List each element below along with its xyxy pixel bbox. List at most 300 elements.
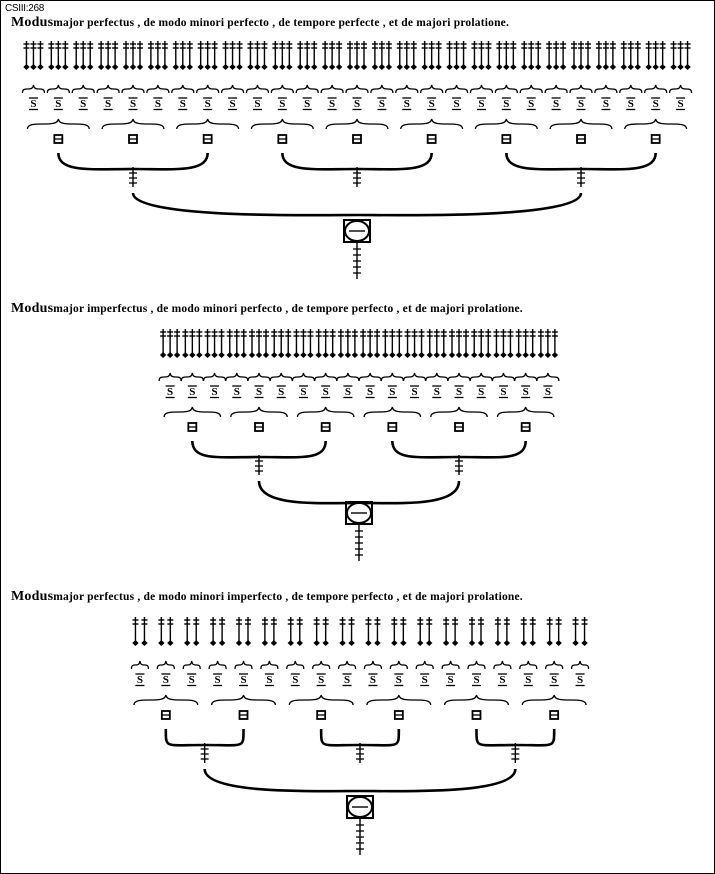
breve-brace <box>522 695 586 705</box>
minim-head <box>404 64 410 70</box>
semibreve-glyph: S <box>478 98 485 110</box>
semibreve-brace <box>209 661 226 669</box>
minim-head <box>272 64 278 70</box>
minim-head <box>546 64 552 70</box>
minim-head <box>411 64 417 70</box>
semibreve-brace <box>197 85 219 93</box>
semibreve-glyph: S <box>544 386 551 398</box>
figure-1-long-row <box>129 167 585 187</box>
breve-brace <box>212 695 276 705</box>
figure-2-svg <box>1 323 715 568</box>
minim-head <box>456 352 462 358</box>
semibreve-glyph: S <box>55 98 62 110</box>
minim-head <box>443 640 449 646</box>
minim-head <box>55 64 61 70</box>
minim-head <box>463 352 469 358</box>
minim-head <box>322 352 328 358</box>
semibreve-brace <box>515 373 537 381</box>
figure-3-semibreve-row <box>135 674 584 686</box>
minim-head <box>73 64 79 70</box>
figure-2-diagram <box>1 323 715 568</box>
semibreve-glyph: S <box>395 674 402 686</box>
minim-head <box>279 64 285 70</box>
minim-head <box>367 352 373 358</box>
minim-head <box>555 640 561 646</box>
semibreve-brace <box>645 85 667 93</box>
semibreve-glyph: S <box>353 98 361 110</box>
minim-head <box>578 64 584 70</box>
semibreve-brace <box>226 373 248 381</box>
minim-head <box>62 64 68 70</box>
minim-head <box>87 64 93 70</box>
semibreve-brace <box>545 85 567 93</box>
semibreve-glyph: S <box>499 674 506 686</box>
long-brace <box>282 153 431 169</box>
minim-head <box>130 64 136 70</box>
semibreve-brace <box>470 373 492 381</box>
minim-head <box>421 64 427 70</box>
semibreve-brace <box>270 373 292 381</box>
minim-head <box>211 352 217 358</box>
minim-head <box>521 640 527 646</box>
minim-head <box>193 640 199 646</box>
breve-brace <box>177 119 239 129</box>
semibreve-glyph: S <box>551 674 558 686</box>
figure-3-svg <box>1 611 715 866</box>
minim-head <box>452 640 458 646</box>
figure-2-breve-row <box>188 423 529 431</box>
page-reference-label: CSIII:268 <box>5 3 44 14</box>
minim-head <box>635 64 641 70</box>
minim-head <box>211 64 217 70</box>
minim-head <box>677 64 683 70</box>
minim-head <box>396 352 402 358</box>
semibreve-glyph: S <box>473 674 480 686</box>
minim-head <box>262 640 268 646</box>
breve-brace <box>475 119 537 129</box>
semibreve-brace <box>595 85 617 93</box>
semibreve-brace <box>337 373 359 381</box>
semibreve-brace <box>448 373 470 381</box>
minim-head <box>236 64 242 70</box>
semibreve-glyph: S <box>254 98 261 110</box>
minim-head <box>585 64 591 70</box>
minim-head <box>596 64 602 70</box>
minim-head <box>411 352 417 358</box>
minim-head <box>297 64 303 70</box>
minim-head <box>485 64 491 70</box>
minim-head <box>339 640 345 646</box>
semibreve-brace <box>157 661 174 669</box>
minim-head <box>504 640 510 646</box>
minim-head <box>278 352 284 358</box>
semibreve-brace <box>364 661 381 669</box>
long-brace <box>476 729 554 745</box>
minim-head <box>418 352 424 358</box>
long-brace <box>321 729 399 745</box>
semibreve-glyph: S <box>300 386 307 398</box>
minim-head <box>670 64 676 70</box>
figure-1-diagram <box>1 35 715 290</box>
minim-head <box>285 352 291 358</box>
minim-head <box>391 640 397 646</box>
minim-head <box>535 64 541 70</box>
semibreve-brace <box>416 661 433 669</box>
semibreve-glyph: S <box>233 386 240 398</box>
semibreve-brace <box>572 661 589 669</box>
minim-head <box>286 64 292 70</box>
figure-1-breve-braces <box>27 119 686 129</box>
semibreve-brace <box>470 85 492 93</box>
minim-head <box>426 640 432 646</box>
breve-brace <box>231 407 287 417</box>
minim-head <box>189 352 195 358</box>
minim-head <box>219 640 225 646</box>
minim-head <box>245 640 251 646</box>
minim-head <box>23 64 29 70</box>
semibreve-brace <box>537 373 559 381</box>
semibreve-glyph: S <box>240 674 247 686</box>
minim-head <box>530 640 536 646</box>
minim-head <box>507 352 513 358</box>
semibreve-brace <box>292 373 314 381</box>
minim-head <box>361 64 367 70</box>
semibreve-brace <box>261 661 278 669</box>
minim-head <box>30 64 36 70</box>
minim-head <box>345 352 351 358</box>
semibreve-glyph: S <box>136 674 144 686</box>
minim-head <box>162 64 168 70</box>
minim-head <box>222 64 228 70</box>
semibreve-glyph: S <box>577 98 585 110</box>
breve-brace <box>401 119 463 129</box>
minim-head <box>160 352 166 358</box>
minim-head <box>80 64 86 70</box>
minim-head <box>469 640 475 646</box>
figure-2-semibreve-row <box>166 386 553 398</box>
semibreve-glyph: S <box>500 386 507 398</box>
breve-brace <box>364 407 420 417</box>
semibreve-brace <box>315 373 337 381</box>
figure-3-caption <box>11 589 711 605</box>
minim-head <box>307 352 313 358</box>
minim-head <box>659 64 665 70</box>
figure-3-long-row <box>201 743 520 763</box>
minim-head <box>304 64 310 70</box>
figure-1-caption-lead: Modus <box>11 15 54 30</box>
semibreve-brace <box>47 85 69 93</box>
semibreve-glyph: S <box>652 98 659 110</box>
minim-head <box>137 64 143 70</box>
semibreve-glyph: S <box>129 98 137 110</box>
long-brace <box>166 729 244 745</box>
minim-head <box>428 64 434 70</box>
figure-1-caption-rest: major perfectus , de modo minori perfecto , de tempore perfecte , et de majori prolatione. <box>53 17 510 29</box>
minim-head <box>234 352 240 358</box>
semibreve-glyph: S <box>433 386 440 398</box>
minim-head <box>196 352 202 358</box>
minim-head <box>322 640 328 646</box>
minim-head <box>552 352 558 358</box>
breve-brace <box>625 119 687 129</box>
minim-head <box>180 64 186 70</box>
semibreve-glyph: S <box>453 98 460 110</box>
minim-head <box>365 640 371 646</box>
minim-head <box>174 352 180 358</box>
semibreve-glyph: S <box>278 386 285 398</box>
minim-head <box>460 64 466 70</box>
minim-head <box>571 64 577 70</box>
semibreve-glyph: S <box>292 674 299 686</box>
minim-head <box>261 64 267 70</box>
semibreve-brace <box>346 85 368 93</box>
semibreve-glyph: S <box>576 674 584 686</box>
minim-head <box>603 64 609 70</box>
semibreve-brace <box>468 661 485 669</box>
minim-head <box>155 64 161 70</box>
semibreve-glyph: S <box>344 386 351 398</box>
minim-head <box>515 352 521 358</box>
semibreve-brace <box>172 85 194 93</box>
semibreve-glyph: S <box>105 98 112 110</box>
figure-2-long-braces <box>192 441 525 457</box>
long-brace <box>192 441 325 457</box>
semibreve-glyph: S <box>204 98 211 110</box>
minim-head <box>37 64 43 70</box>
semibreve-brace <box>287 661 304 669</box>
minim-head <box>684 64 690 70</box>
minim-head <box>382 352 388 358</box>
minim-head <box>105 64 111 70</box>
minim-head <box>522 352 528 358</box>
breve-brace <box>497 407 553 417</box>
figure-3-long-braces <box>166 729 554 745</box>
semibreve-brace <box>313 661 330 669</box>
minim-head <box>187 64 193 70</box>
minim-head <box>546 640 552 646</box>
minim-head <box>329 64 335 70</box>
minim-head <box>123 64 129 70</box>
minim-head <box>441 352 447 358</box>
semibreve-brace <box>321 85 343 93</box>
semibreve-glyph: S <box>318 674 325 686</box>
minim-head <box>496 64 502 70</box>
semibreve-glyph: S <box>229 98 236 110</box>
minim-head <box>311 64 317 70</box>
minim-head <box>112 64 118 70</box>
minim-head <box>329 352 335 358</box>
figure-2-minim-row <box>160 329 558 358</box>
minim-head <box>397 64 403 70</box>
semibreve-glyph: S <box>525 674 532 686</box>
minim-head <box>256 352 262 358</box>
semibreve-brace <box>446 85 468 93</box>
breve-brace <box>164 407 220 417</box>
minim-head <box>167 352 173 358</box>
minim-head <box>434 352 440 358</box>
minim-head <box>503 64 509 70</box>
minim-head <box>538 352 544 358</box>
minim-head <box>645 64 651 70</box>
breve-brace <box>251 119 313 129</box>
figure-2-caption-lead: Modus <box>11 301 54 316</box>
minim-head <box>446 64 452 70</box>
minim-head <box>313 640 319 646</box>
figure-3-breve-row <box>162 711 558 719</box>
minim-head <box>449 352 455 358</box>
semibreve-brace <box>404 373 426 381</box>
minim-head <box>628 64 634 70</box>
semibreve-glyph: S <box>188 674 195 686</box>
minim-head <box>204 352 210 358</box>
long-brace <box>392 441 525 457</box>
breve-brace <box>134 695 198 705</box>
semibreve-glyph: S <box>167 386 174 398</box>
minim-head <box>379 64 385 70</box>
semibreve-glyph: S <box>367 386 374 398</box>
semibreve-glyph: S <box>627 98 634 110</box>
figure-2-caption <box>11 301 711 317</box>
minim-head <box>354 64 360 70</box>
semibreve-glyph: S <box>322 386 329 398</box>
semibreve-brace <box>620 85 642 93</box>
minim-head <box>347 64 353 70</box>
figure-3-diagram <box>1 611 715 866</box>
minim-head <box>210 640 216 646</box>
minim-head <box>300 352 306 358</box>
figure-1-minim-row <box>23 41 691 70</box>
semibreve-glyph: S <box>602 98 609 110</box>
minim-head <box>621 64 627 70</box>
semibreve-brace <box>97 85 119 93</box>
semibreve-brace <box>183 661 200 669</box>
minim-head <box>184 640 190 646</box>
minim-head <box>158 640 164 646</box>
semibreve-brace <box>248 373 270 381</box>
breve-brace <box>297 407 353 417</box>
semibreve-glyph: S <box>30 98 37 110</box>
figure-2-semibreve-braces <box>159 373 559 381</box>
minim-head <box>427 352 433 358</box>
semibreve-glyph: S <box>369 674 377 686</box>
figure-3-maxima <box>347 796 373 855</box>
semibreve-brace <box>122 85 144 93</box>
semibreve-glyph: S <box>343 674 351 686</box>
minim-head <box>254 64 260 70</box>
figure-3-semibreve-braces <box>131 661 588 669</box>
minim-head <box>141 640 147 646</box>
semibreve-brace <box>204 373 226 381</box>
minim-head <box>271 352 277 358</box>
semibreve-glyph: S <box>421 674 428 686</box>
semibreve-glyph: S <box>304 98 311 110</box>
semibreve-brace <box>147 85 169 93</box>
breve-brace <box>326 119 388 129</box>
semibreve-brace <box>159 373 181 381</box>
minim-head <box>553 64 559 70</box>
semibreve-brace <box>22 85 44 93</box>
semibreve-glyph: S <box>154 98 161 110</box>
semibreve-brace <box>371 85 393 93</box>
semibreve-brace <box>546 661 563 669</box>
semibreve-glyph: S <box>677 98 684 110</box>
minim-head <box>521 64 527 70</box>
semibreve-brace <box>359 373 381 381</box>
semibreve-brace <box>520 661 537 669</box>
minim-head <box>336 64 342 70</box>
figure-1-long-braces <box>58 153 655 169</box>
minim-head <box>478 64 484 70</box>
minim-head <box>435 64 441 70</box>
semibreve-glyph: S <box>503 98 510 110</box>
minim-head <box>400 640 406 646</box>
semibreve-glyph: S <box>447 674 454 686</box>
figure-1-maxima-brace <box>133 193 581 215</box>
figure-1-semibreve-braces <box>22 85 691 93</box>
semibreve-glyph: S <box>329 98 336 110</box>
figure-1-maxima <box>344 220 370 279</box>
semibreve-brace <box>520 85 542 93</box>
semibreve-brace <box>442 661 459 669</box>
minim-head <box>182 352 188 358</box>
semibreve-glyph: S <box>411 386 418 398</box>
figure-1-svg <box>1 35 715 290</box>
long-brace <box>506 153 655 169</box>
minim-head <box>338 352 344 358</box>
figure-3-minim-row <box>132 617 588 646</box>
minim-head <box>374 352 380 358</box>
long-brace <box>58 153 207 169</box>
minim-head <box>352 352 358 358</box>
breve-brace <box>367 695 431 705</box>
minim-head <box>173 64 179 70</box>
maxima-brace <box>205 769 516 791</box>
semibreve-brace <box>670 85 692 93</box>
semibreve-brace <box>390 661 407 669</box>
minim-head <box>360 352 366 358</box>
minim-head <box>495 640 501 646</box>
semibreve-glyph: S <box>378 98 385 110</box>
minim-head <box>374 640 380 646</box>
semibreve-brace <box>271 85 293 93</box>
semibreve-brace <box>396 85 418 93</box>
minim-head <box>271 640 277 646</box>
semibreve-brace <box>72 85 94 93</box>
minim-head <box>229 64 235 70</box>
figure-1-semibreve-row <box>29 98 685 110</box>
minim-head <box>297 640 303 646</box>
minim-head <box>386 64 392 70</box>
semibreve-glyph: S <box>80 98 87 110</box>
semibreve-brace <box>339 661 356 669</box>
minim-head <box>167 640 173 646</box>
semibreve-brace <box>246 85 268 93</box>
semibreve-brace <box>181 373 203 381</box>
semibreve-glyph: S <box>553 98 560 110</box>
figure-3-maxima-brace <box>205 769 516 791</box>
semibreve-glyph: S <box>211 386 218 398</box>
semibreve-brace <box>421 85 443 93</box>
figure-3-caption-lead: Modus <box>11 589 54 604</box>
minim-head <box>485 352 491 358</box>
maxima-brace <box>133 193 581 215</box>
minim-head <box>652 64 658 70</box>
breve-brace <box>550 119 612 129</box>
minim-head <box>241 352 247 358</box>
minim-head <box>98 64 104 70</box>
minim-head <box>132 640 138 646</box>
semibreve-brace <box>492 373 514 381</box>
